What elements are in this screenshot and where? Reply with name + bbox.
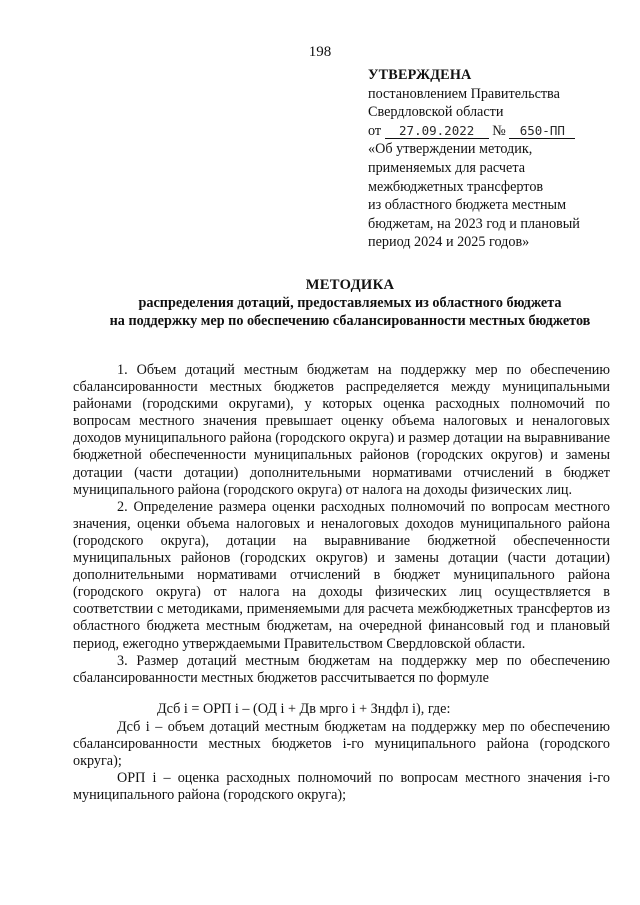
approval-line-1: постановлением Правительства <box>368 85 560 102</box>
approval-about-2: применяемых для расчета <box>368 159 525 176</box>
definition-2: ОРП i – оценка расходных полномочий по вопросам местного значения i-го муниципального района (городского округа); <box>73 770 610 804</box>
approval-date-line <box>368 122 618 141</box>
approval-line-2: Свердловской области <box>368 104 504 121</box>
approval-about-4: из областного бюджета местным <box>368 197 567 214</box>
title-main: МЕТОДИКА <box>305 277 395 293</box>
title-subtitle-1: распределения дотаций, предоставляемых из областного бюджета <box>138 295 562 311</box>
date-prefix: от <box>368 122 382 139</box>
paragraph-1: 1. Объем дотаций местным бюджетам на поддержку мер по обеспечению сбалансированности местных бюджетов распределяется между муниципальными районами (городскими округами), у которых оценка расходных полномочий по вопросам местного значения превышает оценку объема налоговых и неналоговых доходов муниципального района (городского округа) и размер дотации на выравнивание бюджетной обеспеченности муниципальных районов (городских округов) и замены дотации (части дотации) дополнительными нормативами отчислений в бюджет муниципального района (городского округа) от налога на доходы физических лиц. <box>73 362 610 498</box>
document-body <box>73 362 610 804</box>
approval-about-3: межбюджетных трансфертов <box>368 178 544 195</box>
approval-about-6: период 2024 и 2025 годов» <box>368 234 530 251</box>
approval-about-5: бюджетам, на 2023 год и плановый <box>368 215 580 232</box>
approval-number: 650-ПП <box>509 124 575 139</box>
definition-1: Дсб i – объем дотаций местным бюджетам на поддержку мер по обеспечению сбалансированности местных бюджетов i-го муниципального района (городского округа); <box>73 718 610 770</box>
approval-block <box>368 66 618 252</box>
document-title <box>60 276 640 330</box>
formula: Дсб i = ОРП i – (ОД i + Дв мрго i + Зндфл i), где: <box>157 700 451 717</box>
title-subtitle-2: на поддержку мер по обеспечению сбалансированности местных бюджетов <box>109 313 591 329</box>
approval-date: 27.09.2022 <box>385 124 489 139</box>
number-prefix: № <box>492 122 506 139</box>
approval-stamp: УТВЕРЖДЕНА <box>368 67 472 83</box>
paragraph-2: 2. Определение размера оценки расходных полномочий по вопросам местного значения, оценки объема налоговых и неналоговых доходов муниципального района (городского округа), дотации на выравнивание бюджетной обеспеченности муниципальных районов (городских округов) и замены дотации (части дотации) дополнительными нормативами отчислений в бюджет муниципального района (городского округа) от налога на доходы физических лиц осуществляется в соответствии с методиками, применяемыми для расчета межбюджетных трансфертов из областного бюджета местным бюджетам, на очередной финансовый год и плановый период, ежегодно утверждаемыми Правительством Свердловской области. <box>73 498 610 652</box>
paragraph-3: 3. Размер дотаций местным бюджетам на поддержку мер по обеспечению сбалансированности местных бюджетов рассчитывается по формуле <box>73 652 610 686</box>
page-number: 198 <box>308 44 332 60</box>
approval-about-1: «Об утверждении методик, <box>368 141 533 158</box>
